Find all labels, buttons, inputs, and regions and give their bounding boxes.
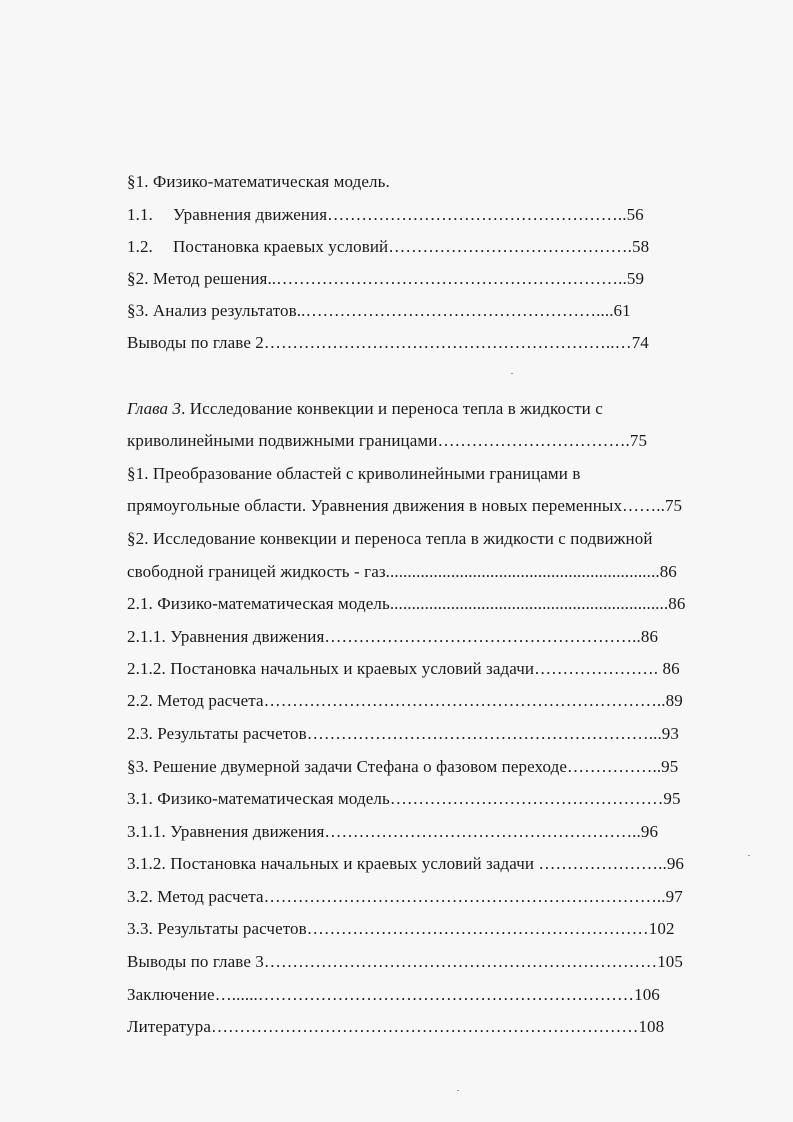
toc-entry-text: криволинейными подвижными границами…………………………….75 [127,431,648,450]
toc-ch3-section-3 [127,756,678,778]
toc-entry-text: Заключение…......…………………………………………………………106 [127,985,660,1004]
toc-references [127,1016,664,1038]
toc-entry-text: 3.1. Физико-математическая модель…………………………………………95 [127,789,681,808]
toc-ch3-section-1-cont [127,495,682,517]
toc-entry-text: Литература…………………………………………………………………108 [127,1017,665,1036]
toc-entry-text: 2.3. Результаты расчетов……………………………………………………...93 [127,724,680,743]
toc-entry-number: 1.1. [127,205,153,224]
toc-section-3 [127,300,631,322]
toc-entry-text: 3.1.1. Уравнения движения………………………………………………..96 [127,822,659,841]
toc-entry-text: свободной границей жидкость - газ...............................................................86 [127,562,677,581]
toc-entry-text: §1. Физико-математическая модель. [127,172,390,191]
toc-conclusion [127,984,660,1006]
toc-conclusions-ch2 [127,332,649,354]
toc-subsection-1-2 [127,236,649,258]
toc-entry-text: 2.1.1. Уравнения движения………………………………………………..86 [127,627,659,646]
toc-entry-text: Выводы по главе 3……………………………………………………………105 [127,952,684,971]
toc-3-1-1 [127,821,658,843]
toc-2-1-1 [127,626,658,648]
toc-entry-text: Постановка краевых условий…………………………………….58 [173,237,650,256]
toc-entry-number: 1.2. [127,237,153,256]
toc-3-3 [127,918,675,940]
toc-3-1-2 [127,853,684,875]
scan-speck [457,1090,459,1091]
toc-2-1-2 [127,658,680,680]
toc-entry-text: 2.1. Физико-математическая модель................................................................86 [127,594,686,613]
toc-entry-text: Выводы по главе 2……………………………………………………..…74 [127,333,649,352]
toc-entry-text: . Исследование конвекции и переноса тепла в жидкости с [181,399,603,418]
toc-entry-text: §3. Анализ результатов..……………………………………………....61 [127,301,631,320]
toc-chapter-3-cont [127,430,647,452]
toc-entry-text: §1. Преобразование областей с криволинейными границами в [127,464,581,483]
toc-chapter-3 [127,398,603,420]
toc-section-2 [127,268,644,290]
toc-entry-text: Уравнения движения……………………………………………..56 [173,205,644,224]
toc-2-2 [127,690,683,712]
toc-ch3-section-2-cont [127,561,677,583]
scan-speck [748,855,750,856]
toc-subsection-1-1 [127,204,644,226]
toc-3-1 [127,788,681,810]
chapter-label: Глава 3 [127,399,182,418]
toc-ch3-section-2 [127,528,653,550]
scan-speck [511,373,513,374]
toc-section-1 [127,171,390,193]
toc-entry-text: прямоугольные области. Уравнения движения в новых переменных……..75 [127,496,683,515]
toc-entry-text: 2.2. Метод расчета……………………………………………………………..89 [127,691,683,710]
toc-2-1 [127,593,685,615]
toc-entry-text: 2.1.2. Постановка начальных и краевых условий задачи…………………. 86 [127,659,680,678]
toc-entry-text: §3. Решение двумерной задачи Стефана о фазовом переходе……………..95 [127,757,679,776]
toc-3-2 [127,886,683,908]
toc-ch3-section-1 [127,463,580,485]
toc-conclusions-ch3 [127,951,683,973]
toc-2-3 [127,723,679,745]
toc-entry-text: 3.2. Метод расчета……………………………………………………………..97 [127,887,683,906]
toc-entry-text: 3.3. Результаты расчетов……………………………………………………102 [127,919,675,938]
toc-entry-text: §2. Метод решения..……………………………………………………..59 [127,269,645,288]
toc-entry-text: §2. Исследование конвекции и переноса тепла в жидкости с подвижной [127,529,653,548]
toc-entry-text: 3.1.2. Постановка начальных и краевых условий задачи …………………..96 [127,854,685,873]
